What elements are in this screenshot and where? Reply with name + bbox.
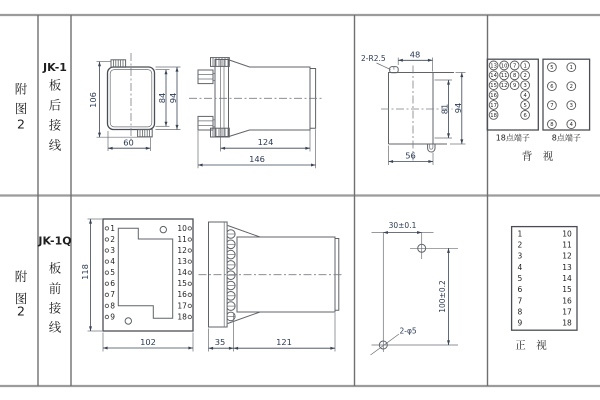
dim-arrow (447, 248, 450, 253)
dim-100-label: 100±0.2 (438, 280, 447, 313)
dim-arrow (89, 326, 92, 331)
fig-label-char: 附 (14, 81, 28, 97)
dim-106-label: 106 (87, 92, 98, 108)
terminal-number: 8 (110, 301, 116, 311)
table-number: 13 (562, 262, 572, 272)
inner-plate-outline (118, 228, 172, 318)
terminal-dot (105, 282, 108, 285)
fig-label-char: 图 (14, 101, 28, 116)
table-number: 1 (517, 229, 523, 239)
table-number: 15 (562, 285, 572, 295)
terminal-number: 14 (177, 268, 187, 278)
terminal-dot (188, 260, 191, 263)
terminal-number: 13 (177, 257, 187, 267)
terminal-number: 16 (177, 290, 187, 300)
hole-spec-label: 2-φ5 (399, 326, 417, 336)
terminal-number: 3 (110, 245, 116, 255)
dim-arrow (229, 347, 234, 350)
terminal-dot (105, 260, 108, 263)
terminal-number: 7 (110, 290, 116, 300)
leader-line (377, 63, 391, 70)
terminal-number: 11 (500, 73, 508, 80)
dim-arrow (165, 122, 168, 127)
terminal-number: 10 (500, 63, 508, 70)
dim-arrow (398, 59, 403, 62)
terminal-dot (105, 293, 108, 296)
screw-detail-lines (198, 120, 215, 127)
jk1q-side-view-drawing (199, 222, 345, 352)
terminal-dot (188, 271, 191, 274)
wiring-char: 板 (48, 260, 62, 276)
terminal-8-label: 8点端子 (551, 133, 581, 143)
wiring-char: 接 (48, 117, 62, 133)
dim-arrow (146, 147, 151, 150)
table-number: 10 (562, 229, 572, 239)
terminal-number: 12 (177, 245, 187, 255)
terminal-number: 18 (177, 312, 187, 322)
dim-arrow (447, 133, 450, 138)
terminal-dot (188, 238, 191, 241)
mounting-hole (125, 318, 131, 324)
dim-arrow (330, 347, 335, 350)
fig-label-char: 2 (17, 303, 25, 319)
bottom-tab-inner (430, 144, 433, 149)
dim-35-label: 35 (214, 336, 226, 347)
hatch-lines (140, 130, 150, 137)
wiring-char: 线 (48, 319, 62, 335)
terminal-number: 8 (512, 73, 517, 80)
dim-arrow (460, 139, 463, 144)
terminal-number: 2 (110, 234, 116, 244)
wiring-char: 后 (48, 97, 62, 113)
dim-arrow (209, 347, 214, 350)
dim-146-label: 146 (249, 154, 265, 164)
wiring-char: 前 (48, 281, 62, 296)
panel-cutout-drawing (361, 49, 466, 165)
dim-56-label: 56 (405, 150, 416, 161)
terminal-dot (188, 282, 191, 285)
terminal-number: 3 (569, 103, 573, 110)
model-label: JK-1Q (38, 234, 72, 248)
jk1q-front-view-drawing (80, 219, 193, 352)
row1-labels (15, 61, 67, 153)
dim-arrow (103, 347, 108, 350)
dim-arrow (447, 80, 450, 85)
mounting-hole (160, 226, 166, 232)
terminal-number: 13 (490, 63, 497, 70)
dim-arrow (188, 347, 193, 350)
terminal-dot (188, 249, 191, 252)
rear-view-label: 背 视 (521, 150, 554, 163)
table-number: 3 (517, 251, 523, 261)
terminal-number: 8 (550, 122, 554, 129)
dim-arrow (428, 59, 433, 62)
front-view-label: 正 视 (515, 339, 547, 352)
jk1-rear-view-drawing (88, 53, 181, 151)
dim-121-label: 121 (276, 336, 292, 347)
dim-arrow (389, 160, 394, 163)
dim-arrow (311, 164, 316, 167)
dim-arrow (447, 340, 450, 345)
wiring-char: 线 (48, 137, 62, 153)
terminal-number: 9 (110, 312, 116, 322)
terminal-dot (188, 227, 191, 230)
table-number: 9 (517, 318, 523, 328)
table-number: 12 (562, 251, 572, 261)
terminal-dot (105, 304, 108, 307)
dim-118-label: 118 (79, 264, 90, 280)
terminal-number: 3 (523, 83, 527, 90)
terminal-number: 7 (550, 103, 554, 110)
dim-arrow (176, 125, 179, 130)
wiring-char: 接 (48, 300, 62, 316)
terminal-number: 14 (490, 73, 497, 80)
terminal-number: 15 (177, 279, 187, 289)
terminal-number: 12 (500, 83, 508, 90)
terminal-number: 6 (110, 279, 116, 289)
table-number: 17 (562, 307, 572, 317)
fig-label-char: 2 (17, 116, 25, 132)
row2-labels (15, 235, 72, 335)
terminal-number: 6 (523, 112, 527, 119)
fig-label-char: 附 (14, 269, 28, 284)
terminal-dot (188, 293, 191, 296)
leader-line (371, 334, 400, 355)
dim-arrow (383, 231, 388, 234)
terminal-dot (105, 249, 108, 252)
dim-arrow (460, 73, 463, 78)
dim-arrow (108, 147, 113, 150)
terminal-number: 1 (569, 65, 573, 72)
model-label: JK-1 (43, 61, 67, 74)
terminal-number: 17 (490, 102, 497, 109)
drilling-plan-drawing (371, 221, 459, 355)
terminal-dot (105, 315, 108, 318)
terminal-number: 9 (512, 83, 517, 90)
terminal-number: 5 (550, 65, 554, 72)
dim-30-label: 30±0.1 (388, 221, 417, 230)
radius-label: 2-R2.5 (361, 54, 386, 63)
terminal-number: 16 (490, 93, 497, 99)
table-number: 6 (517, 285, 523, 295)
terminal-number: 6 (550, 84, 554, 91)
table-number: 4 (517, 262, 523, 272)
dim-arrow (234, 347, 239, 350)
dim-arrow (221, 147, 226, 150)
table-number: 7 (517, 296, 523, 306)
rear-terminal-blocks (487, 59, 589, 162)
terminal-number: 11 (177, 234, 187, 244)
terminal-number: 10 (177, 223, 187, 233)
terminal-dot (105, 227, 108, 230)
dim-arrow (428, 160, 433, 163)
terminal-table-numbers (518, 229, 573, 327)
terminal-8-grid (548, 63, 576, 129)
dim-48-label: 48 (409, 49, 421, 60)
terminal-number: 4 (569, 122, 573, 129)
dim-arrow (417, 231, 422, 234)
terminal-18-grid (489, 61, 529, 119)
dim-arrow (98, 62, 101, 67)
terminal-number: 5 (110, 268, 116, 278)
terminal-number: 7 (512, 63, 517, 70)
wiring-char: 板 (48, 77, 62, 93)
dim-94-label: 94 (168, 92, 178, 104)
terminal-number: 2 (569, 84, 573, 91)
table-number: 2 (517, 240, 523, 250)
side-terminal-screws (227, 230, 236, 321)
bottom-tab (428, 144, 435, 152)
terminal-number: 4 (523, 93, 527, 99)
table-grid (0, 15, 600, 386)
dim-arrow (89, 219, 92, 224)
table-number: 8 (517, 307, 523, 317)
table-number: 11 (562, 240, 572, 250)
dim-60-label: 60 (123, 137, 134, 148)
terminal-dot (188, 315, 191, 318)
terminal-number: 15 (490, 83, 497, 90)
table-number: 14 (562, 274, 572, 283)
dim-arrow (98, 133, 101, 138)
terminal-number: 1 (523, 63, 527, 70)
terminal-number: 2 (523, 73, 527, 80)
terminal-number: 5 (523, 102, 527, 109)
terminal-number: 17 (177, 301, 187, 311)
dim-arrow (305, 147, 310, 150)
front-terminal-table (512, 227, 577, 352)
terminal-dot (105, 238, 108, 241)
dim-94-label: 94 (452, 102, 463, 114)
table-number: 5 (517, 274, 523, 283)
dim-arrow (165, 70, 168, 75)
terminal-number: 18 (490, 112, 497, 119)
table-number: 16 (562, 296, 572, 306)
hatch-lines (113, 60, 123, 67)
dim-124-label: 124 (257, 137, 274, 148)
dim-arrow (176, 67, 179, 72)
terminal-18-label: 18点端子 (495, 133, 530, 143)
screw-detail-lines (198, 74, 215, 81)
fig-label-char: 图 (14, 291, 28, 306)
table-number: 18 (562, 318, 572, 328)
dim-arrow (198, 164, 203, 167)
terminal-dot (105, 271, 108, 274)
dim-102-label: 102 (140, 336, 156, 347)
jk1-side-view-drawing (189, 58, 322, 169)
dim-81-label: 81 (439, 103, 450, 115)
terminal-dot (188, 304, 191, 307)
fixing-screw-top (198, 70, 213, 84)
terminal-number: 4 (110, 257, 116, 267)
terminal-number: 1 (110, 223, 116, 233)
dim-84-label: 84 (156, 92, 167, 104)
